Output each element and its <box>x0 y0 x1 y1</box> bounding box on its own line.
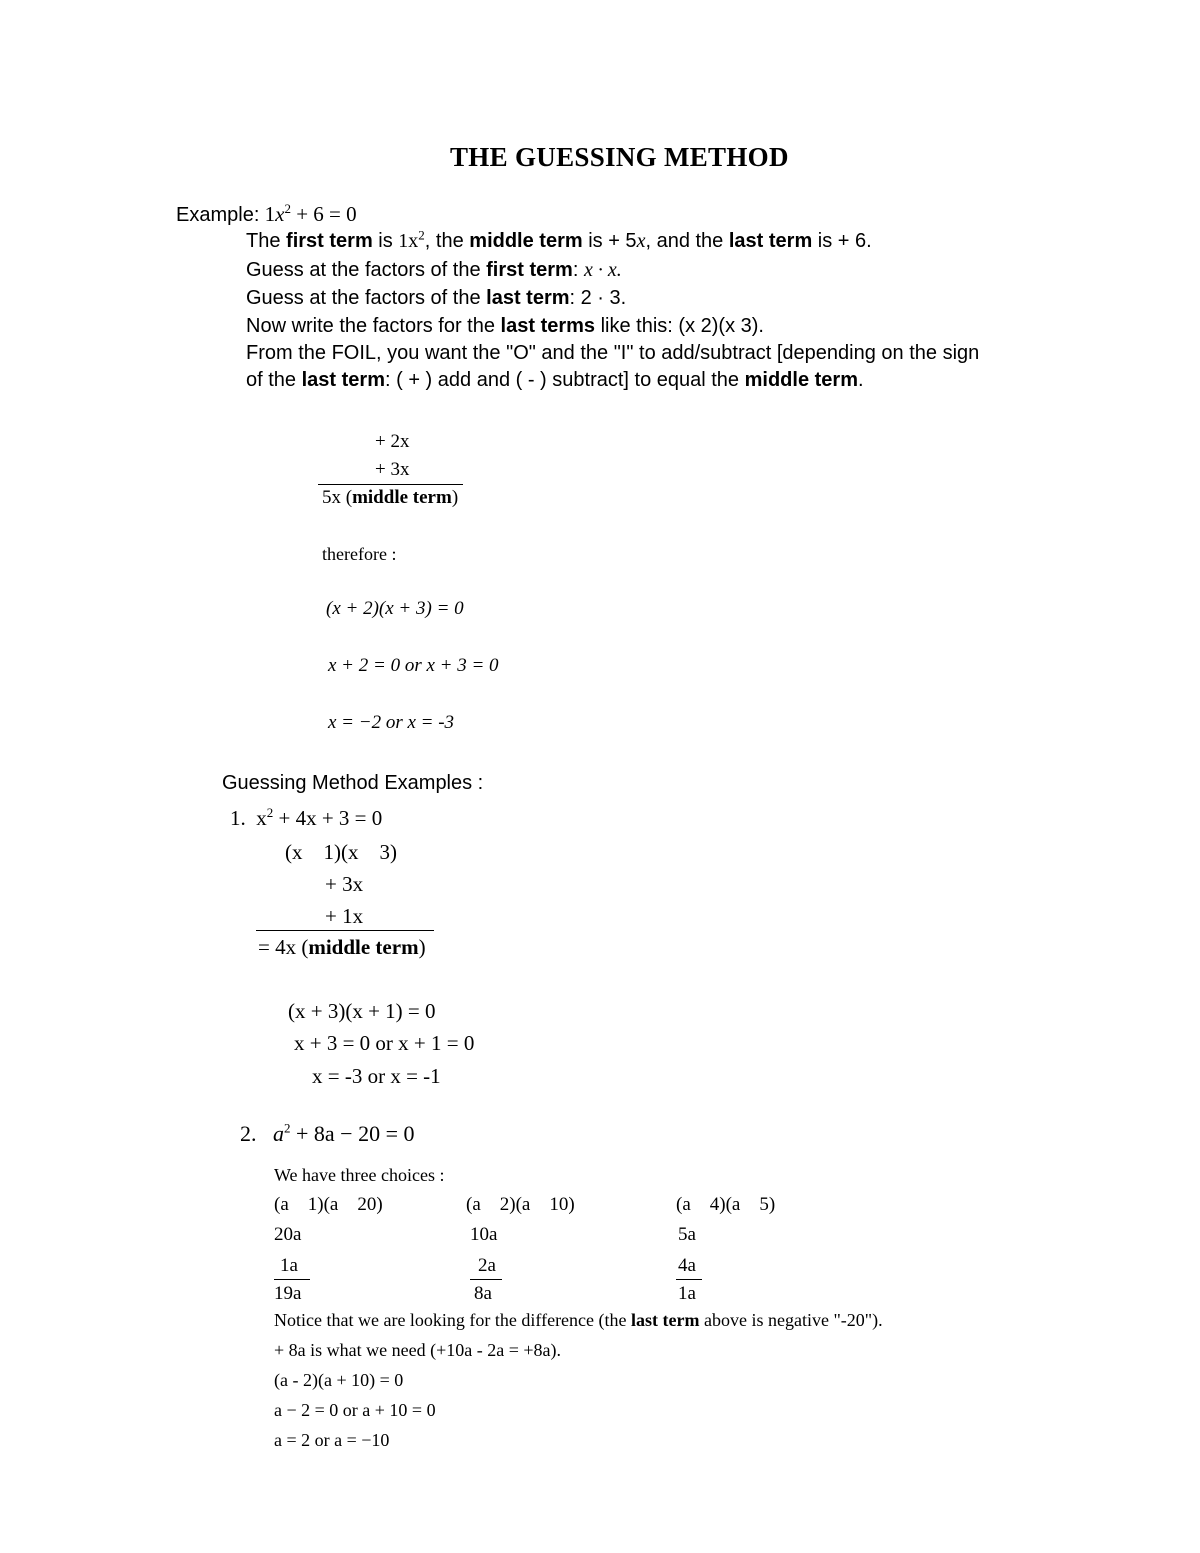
ex2-choice-2-mid: 2a <box>478 1255 496 1276</box>
explanation-line-4: Now write the factors for the last terms like this: (x 2)(x 3). <box>246 315 764 337</box>
ex1-sum-rule <box>256 930 434 931</box>
ex2-choice-3-mid: 4a <box>678 1255 696 1276</box>
ex2-choice-3-rule <box>676 1279 702 1280</box>
ex2-choice-3-factors: (a 4)(a 5) <box>676 1194 776 1215</box>
work-therefore: therefore : <box>322 544 397 564</box>
ex1-factors: (x 1)(x 3) <box>285 840 397 864</box>
ex2-choice-1-result: 19a <box>274 1283 302 1304</box>
page-title: THE GUESSING METHOD <box>450 142 789 172</box>
ex2-notice: Notice that we are looking for the difference (the last term above is negative "-20"). <box>274 1310 883 1330</box>
ex2-choice-2-factors: (a 2)(a 10) <box>466 1194 575 1215</box>
explanation-line-5: From the FOIL, you want the "O" and the "I" to add/subtract [depending on the sign <box>246 342 980 364</box>
work-addend-1: + 2x <box>375 431 410 452</box>
ex2-factored: (a - 2)(a + 10) = 0 <box>274 1370 404 1390</box>
work-sum-rule <box>318 484 463 485</box>
ex2-choice-2-rule <box>470 1279 502 1280</box>
examples-heading: Guessing Method Examples : <box>222 772 484 794</box>
ex2-choice-2-top: 10a <box>470 1224 498 1245</box>
ex2-choice-2-result: 8a <box>474 1283 492 1304</box>
work-solution: x = −2 or x = -3 <box>328 712 455 733</box>
ex2-choice-1-rule <box>274 1279 310 1280</box>
example-equation: $1x^2 + 6 = 0$ <box>264 201 357 226</box>
ex1-term-1: + 3x <box>325 872 364 896</box>
work-addend-2: + 3x <box>375 459 410 480</box>
ex1-sum: = 4x (middle term) <box>258 935 426 959</box>
ex2-need: + 8a is what we need (+10a - 2a = +8a). <box>274 1340 562 1360</box>
work-split: x + 2 = 0 or x + 3 = 0 <box>328 655 499 676</box>
explanation-line-3: Guess at the factors of the last term: 2 · 3. <box>246 287 627 309</box>
ex2-choice-3-result: 1a <box>678 1283 696 1304</box>
ex2-solution: a = 2 or a = −10 <box>274 1430 390 1450</box>
ex2-choice-1-mid: 1a <box>280 1255 298 1276</box>
ex1-equation: 1. $x^2 + 4x + 3 = 0$ <box>230 805 383 830</box>
ex2-choices-label: We have three choices : <box>274 1165 445 1185</box>
explanation-line-2: Guess at the factors of the first term: x · x. <box>246 259 622 281</box>
work-factored: (x + 2)(x + 3) = 0 <box>326 598 464 619</box>
ex2-choice-1-top: 20a <box>274 1224 302 1245</box>
ex1-factored: (x + 3)(x + 1) = 0 <box>288 999 436 1023</box>
ex1-solution: x = -3 or x = -1 <box>312 1064 441 1088</box>
ex1-term-2: + 1x <box>325 904 364 928</box>
explanation-line-1: The first term is $1x^2$, the middle term is + 5x, and the last term is + 6. <box>246 227 872 252</box>
ex2-choice-3-top: 5a <box>678 1224 696 1245</box>
example-label: Example: <box>176 204 260 226</box>
ex2-split: a − 2 = 0 or a + 10 = 0 <box>274 1400 436 1420</box>
work-sum: 5x (middle term) <box>322 487 459 508</box>
explanation-line-6: of the last term: ( + ) add and ( - ) subtract] to equal the middle term. <box>246 369 864 391</box>
ex2-equation: 2. $a^2 + 8a - 20 = 0$ <box>240 1120 415 1146</box>
example-line <box>176 202 357 227</box>
ex2-choice-1-factors: (a 1)(a 20) <box>274 1194 383 1215</box>
ex1-split: x + 3 = 0 or x + 1 = 0 <box>294 1031 475 1055</box>
